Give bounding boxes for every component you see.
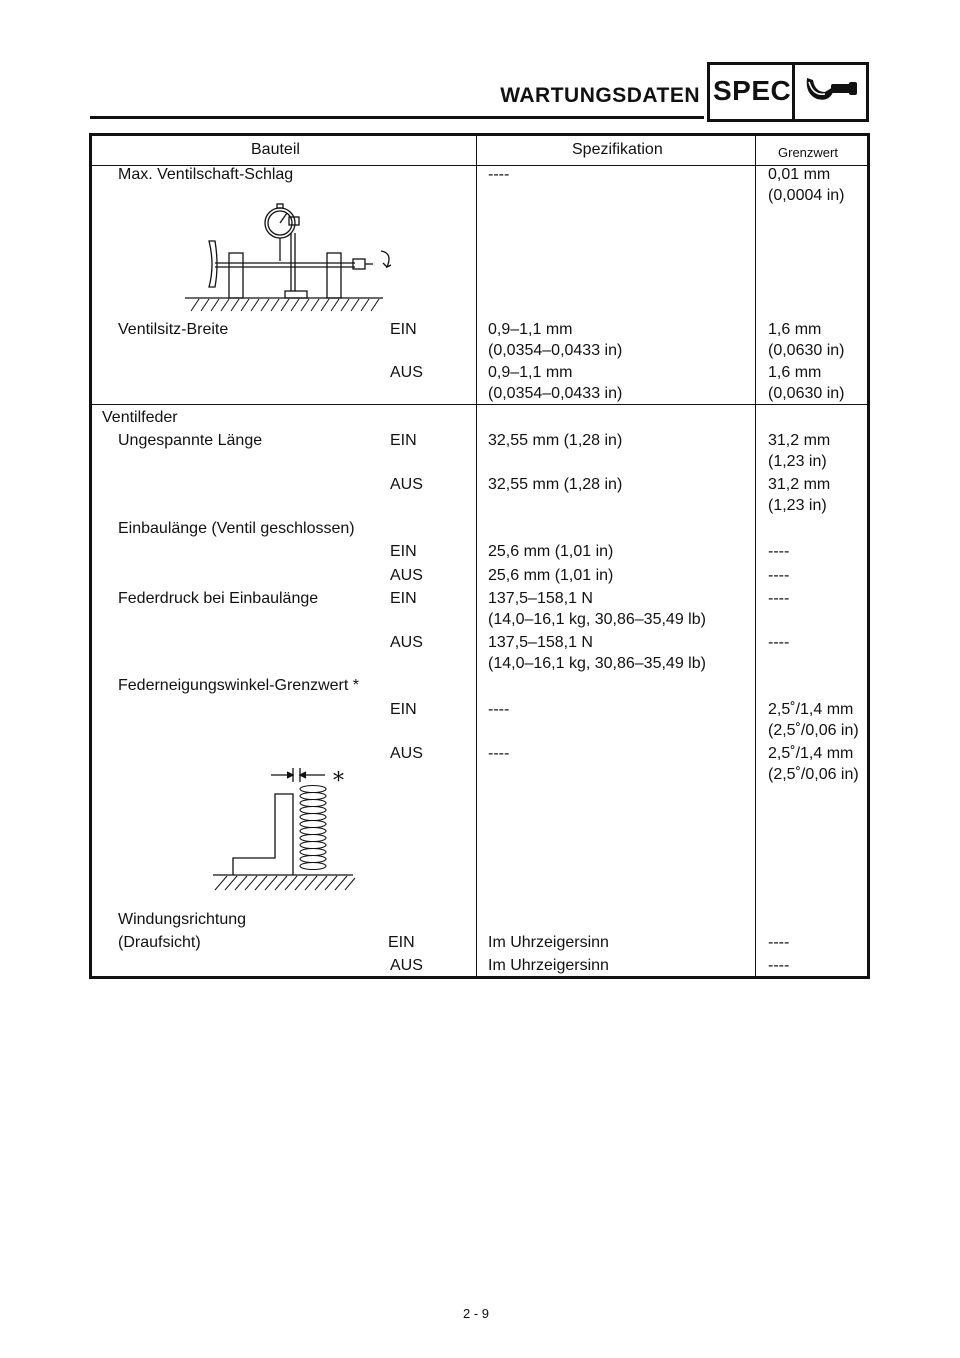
seat-width-ex-spec-inch: (0,0354–0,0433 in) [488,385,623,402]
winding-in-spec: Im Uhrzeigersinn [488,934,609,951]
free-length-ex-spec: 32,55 mm (1,28 in) [488,476,623,493]
winding-ex-limit: ---- [768,957,790,974]
installed-length-ex-spec: 25,6 mm (1,01 in) [488,567,614,584]
tilt-marker: * [333,769,344,794]
column-header-bauteil: Bauteil [251,141,300,158]
installed-length-in-side: EIN [390,543,417,560]
free-length-in-limit-inch: (1,23 in) [768,453,827,470]
tilt-in-side: EIN [390,701,417,718]
section-divider [91,404,868,405]
runout-limit: 0,01 mm [768,166,831,183]
spec-badge-divider [792,62,795,122]
tilt-ex-limit: 2,5˚/1,4 mm [768,745,854,762]
valve-runout-diagram [185,195,415,315]
winding-ex-side: AUS [390,957,423,974]
compressed-force-label: Federdruck bei Einbaulänge [118,590,319,607]
seat-width-ex-side: AUS [390,364,423,381]
tilt-in-limit-inch: (2,5˚/0,06 in) [768,722,859,739]
spring-tilt-diagram [205,762,365,907]
winding-ex-spec: Im Uhrzeigersinn [488,957,609,974]
free-length-ex-limit: 31,2 mm [768,476,831,493]
installed-length-label: Einbaulänge (Ventil geschlossen) [118,520,355,537]
seat-width-in-side: EIN [390,321,417,338]
winding-label-view: (Draufsicht) [118,934,201,951]
installed-length-ex-limit: ---- [768,567,790,584]
page-number: 2 - 9 [463,1306,490,1321]
seat-width-in-limit: 1,6 mm [768,321,822,338]
compressed-force-ex-side: AUS [390,634,423,651]
winding-in-limit: ---- [768,934,790,951]
winding-label: Windungsrichtung [118,911,247,928]
tilt-ex-side: AUS [390,745,423,762]
free-length-in-side: EIN [390,432,417,449]
winding-in-side: EIN [388,934,415,951]
compressed-force-in-side: EIN [390,590,417,607]
tilt-ex-spec: ---- [488,745,510,762]
section-title-valve-spring: Ventilfeder [102,409,178,426]
column-header-spezifikation: Spezifikation [572,141,663,158]
spec-badge-label: SPEC [713,75,792,106]
free-length-ex-limit-inch: (1,23 in) [768,497,827,514]
tilt-in-limit: 2,5˚/1,4 mm [768,701,854,718]
compressed-force-in-limit: ---- [768,590,790,607]
compressed-force-ex-spec-detail: (14,0–16,1 kg, 30,86–35,49 lb) [488,655,706,672]
seat-width-label: Ventilsitz-Breite [118,321,229,338]
tilt-ex-limit-inch: (2,5˚/0,06 in) [768,766,859,783]
compressed-force-in-spec-detail: (14,0–16,1 kg, 30,86–35,49 lb) [488,611,706,628]
page-title: WARTUNGSDATEN [500,84,700,107]
column-divider [755,136,756,976]
free-length-label: Ungespannte Länge [118,432,263,449]
runout-spec: ---- [488,166,510,183]
tilt-limit-label: Federneigungswinkel-Grenzwert * [118,677,359,694]
column-divider [476,136,477,976]
column-header-grenzwert: Grenzwert [778,145,838,160]
free-length-ex-side: AUS [390,476,423,493]
seat-width-ex-limit: 1,6 mm [768,364,822,381]
compressed-force-ex-spec: 137,5–158,1 N [488,634,593,651]
installed-length-ex-side: AUS [390,567,423,584]
seat-width-in-spec: 0,9–1,1 mm [488,321,573,338]
tilt-in-spec: ---- [488,701,510,718]
wrench-icon [803,72,859,114]
seat-width-ex-spec: 0,9–1,1 mm [488,364,573,381]
seat-width-in-limit-inch: (0,0630 in) [768,342,845,359]
title-rule [90,116,704,119]
compressed-force-ex-limit: ---- [768,634,790,651]
installed-length-in-spec: 25,6 mm (1,01 in) [488,543,614,560]
seat-width-ex-limit-inch: (0,0630 in) [768,385,845,402]
runout-label: Max. Ventilschaft-Schlag [118,166,294,183]
seat-width-in-spec-inch: (0,0354–0,0433 in) [488,342,623,359]
free-length-in-limit: 31,2 mm [768,432,831,449]
runout-limit-inch: (0,0004 in) [768,187,845,204]
compressed-force-in-spec: 137,5–158,1 N [488,590,593,607]
installed-length-in-limit: ---- [768,543,790,560]
free-length-in-spec: 32,55 mm (1,28 in) [488,432,623,449]
